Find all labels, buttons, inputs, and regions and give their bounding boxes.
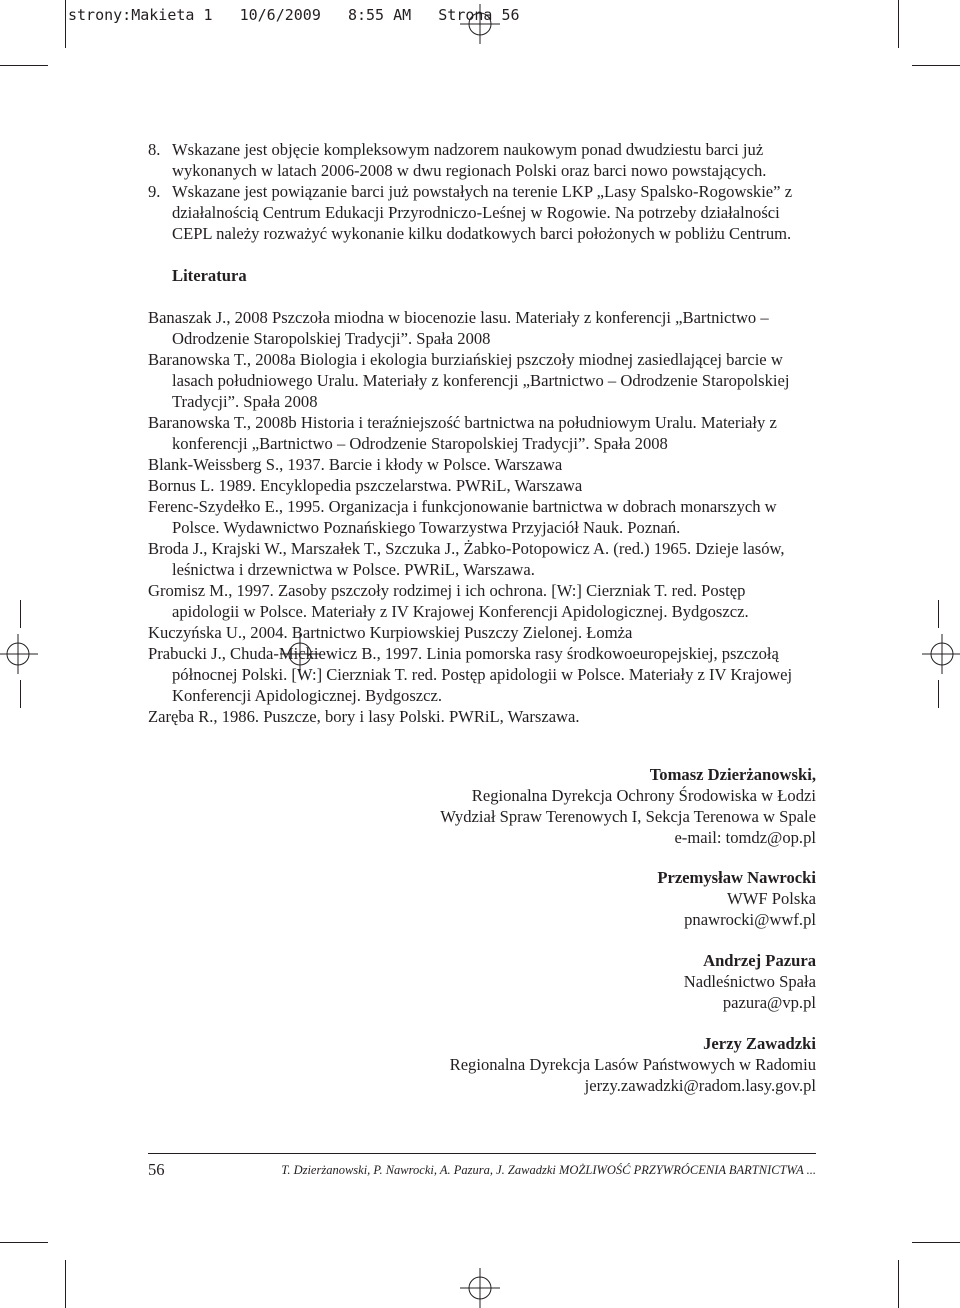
crop-mark [0, 65, 48, 66]
author-affiliation: Regionalna Dyrekcja Lasów Państwowych w Radomiu [449, 1055, 816, 1074]
author-name: Przemysław Nawrocki [657, 868, 816, 887]
author-name: Tomasz Dzierżanowski, [649, 765, 816, 784]
author-name: Andrzej Pazura [703, 951, 816, 970]
crop-mark [898, 1260, 899, 1308]
author-name: Jerzy Zawadzki [703, 1034, 816, 1053]
author-block [450, 1033, 816, 1096]
footer-rule [148, 1153, 816, 1154]
crop-mark [912, 65, 960, 66]
list-item-text: Wskazane jest objęcie kompleksowym nadzorem naukowym ponad dwudziestu barci już wykonanych w latach 2006-2008 w dwu regionach Polski oraz barci nowo powstających. [172, 140, 767, 180]
crop-mark [898, 0, 899, 48]
crop-mark [0, 1242, 48, 1243]
running-title: T. Dzierżanowski, P. Nawrocki, A. Pazura, J. Zawadzki MOŻLIWOŚĆ PRZYWRÓCENIA BARTNICTWA ... [281, 1163, 816, 1177]
crop-mark [20, 680, 21, 708]
list-item-number: 8. [148, 140, 161, 159]
reference-item: Banaszak J., 2008 Pszczoła miodna w biocenozie lasu. Materiały z konferencji „Bartnictwo – Odrodzenie Staropolskiej Tradycji”. Spała 2008 [148, 308, 769, 348]
reference-item: Bornus L. 1989. Encyklopedia pszczelarstwa. PWRiL, Warszawa [148, 476, 583, 495]
crop-mark [20, 600, 21, 628]
section-heading-wrapper [172, 265, 772, 286]
author-block [684, 950, 816, 1013]
reference-item: Baranowska T., 2008b Historia i teraźniejszość bartnictwa na południowym Uralu. Materiały z konferencji „Bartnictwo – Odrodzenie Staropolskiej Tradycji”. Spała 2008 [148, 413, 777, 453]
reference-item: Blank-Weissberg S., 1937. Barcie i kłody w Polsce. Warszawa [148, 455, 563, 474]
author-email: pazura@vp.pl [722, 993, 816, 1012]
crop-mark [65, 1260, 66, 1308]
reference-list [148, 307, 816, 727]
page-number: 56 [148, 1160, 165, 1179]
registration-mark-icon [460, 4, 500, 44]
reference-item: Kuczyńska U., 2004. Bartnictwo Kurpiowskiej Puszczy Zielonej. Łomża [148, 623, 633, 642]
list-item-text: Wskazane jest powiązanie barci już powstałych na terenie LKP „Lasy Spalsko-Rogowskie” z działalnością Centrum Edukacji Przyrodniczo-Leśnej w Rogowie. Na potrzeby działalności CEPL należy rozważyć wykonanie kilku dodatkowych barci położonych w pobliżu Centrum. [172, 182, 793, 243]
author-affiliation: Nadleśnictwo Spała [683, 972, 816, 991]
registration-mark-icon [922, 634, 960, 674]
author-email: e-mail: tomdz@op.pl [674, 828, 816, 847]
author-block [657, 867, 816, 930]
author-affiliation: WWF Polska [727, 889, 816, 908]
crop-mark [65, 0, 66, 48]
crop-mark [938, 600, 939, 628]
reference-item: Baranowska T., 2008a Biologia i ekologia burziańskiej pszczoły miodnej zasiedlającej barcie w lasach południowego Uralu. Materiały z konferencji „Bartnictwo – Odrodzenie Staropolskiej Tradycji”. Spała 2008 [148, 350, 790, 411]
author-block [440, 764, 816, 848]
registration-mark-icon [0, 634, 38, 674]
recommendations-list [148, 139, 816, 244]
reference-item: Zaręba R., 1986. Puszcze, bory i lasy Polski. PWRiL, Warszawa. [148, 707, 580, 726]
list-item [148, 181, 816, 244]
author-affiliation: Regionalna Dyrekcja Ochrony Środowiska w Łodzi [471, 786, 816, 805]
author-affiliation: Wydział Spraw Terenowych I, Sekcja Terenowa w Spale [440, 807, 816, 826]
reference-item: Ferenc-Szydełko E., 1995. Organizacja i funkcjonowanie bartnictwa w dobrach monarszych w Polsce. Wydawnictwo Poznańskiego Towarzystwa Przyjaciół Nauk. Poznań. [148, 497, 777, 537]
crop-mark [938, 680, 939, 708]
literature-heading: Literatura [172, 266, 247, 285]
author-email: pnawrocki@wwf.pl [684, 910, 816, 929]
list-item [148, 139, 816, 181]
author-email: jerzy.zawadzki@radom.lasy.gov.pl [584, 1076, 816, 1095]
reference-item: Broda J., Krajski W., Marszałek T., Szczuka J., Żabko-Potopowicz A. (red.) 1965. Dzieje lasów, leśnictwa i drzewnictwa w Polsce. PWRiL, Warszawa. [148, 539, 785, 579]
registration-mark-icon [460, 1268, 500, 1308]
reference-item: Prabucki J., Chuda-Mickiewicz B., 1997. Linia pomorska rasy środkowoeuropejskiej, pszczołą północnej Polski. [W:] Cierzniak T. red. Postęp apidologii w Polsce. Materiały z IV Krajowej Konferencji Apidologicznej. Bydgoszcz. [148, 644, 793, 705]
printer-slug: strony:Makieta 1 10/6/2009 8:55 AM Strona 56 [68, 6, 520, 24]
crop-mark [912, 1242, 960, 1243]
reference-item: Gromisz M., 1997. Zasoby pszczoły rodzimej i ich ochrona. [W:] Cierzniak T. red. Postęp apidologii w Polsce. Materiały z IV Krajowej Konferencji Apidologicznej. Bydgoszcz. [148, 581, 749, 621]
list-item-number: 9. [148, 182, 161, 201]
